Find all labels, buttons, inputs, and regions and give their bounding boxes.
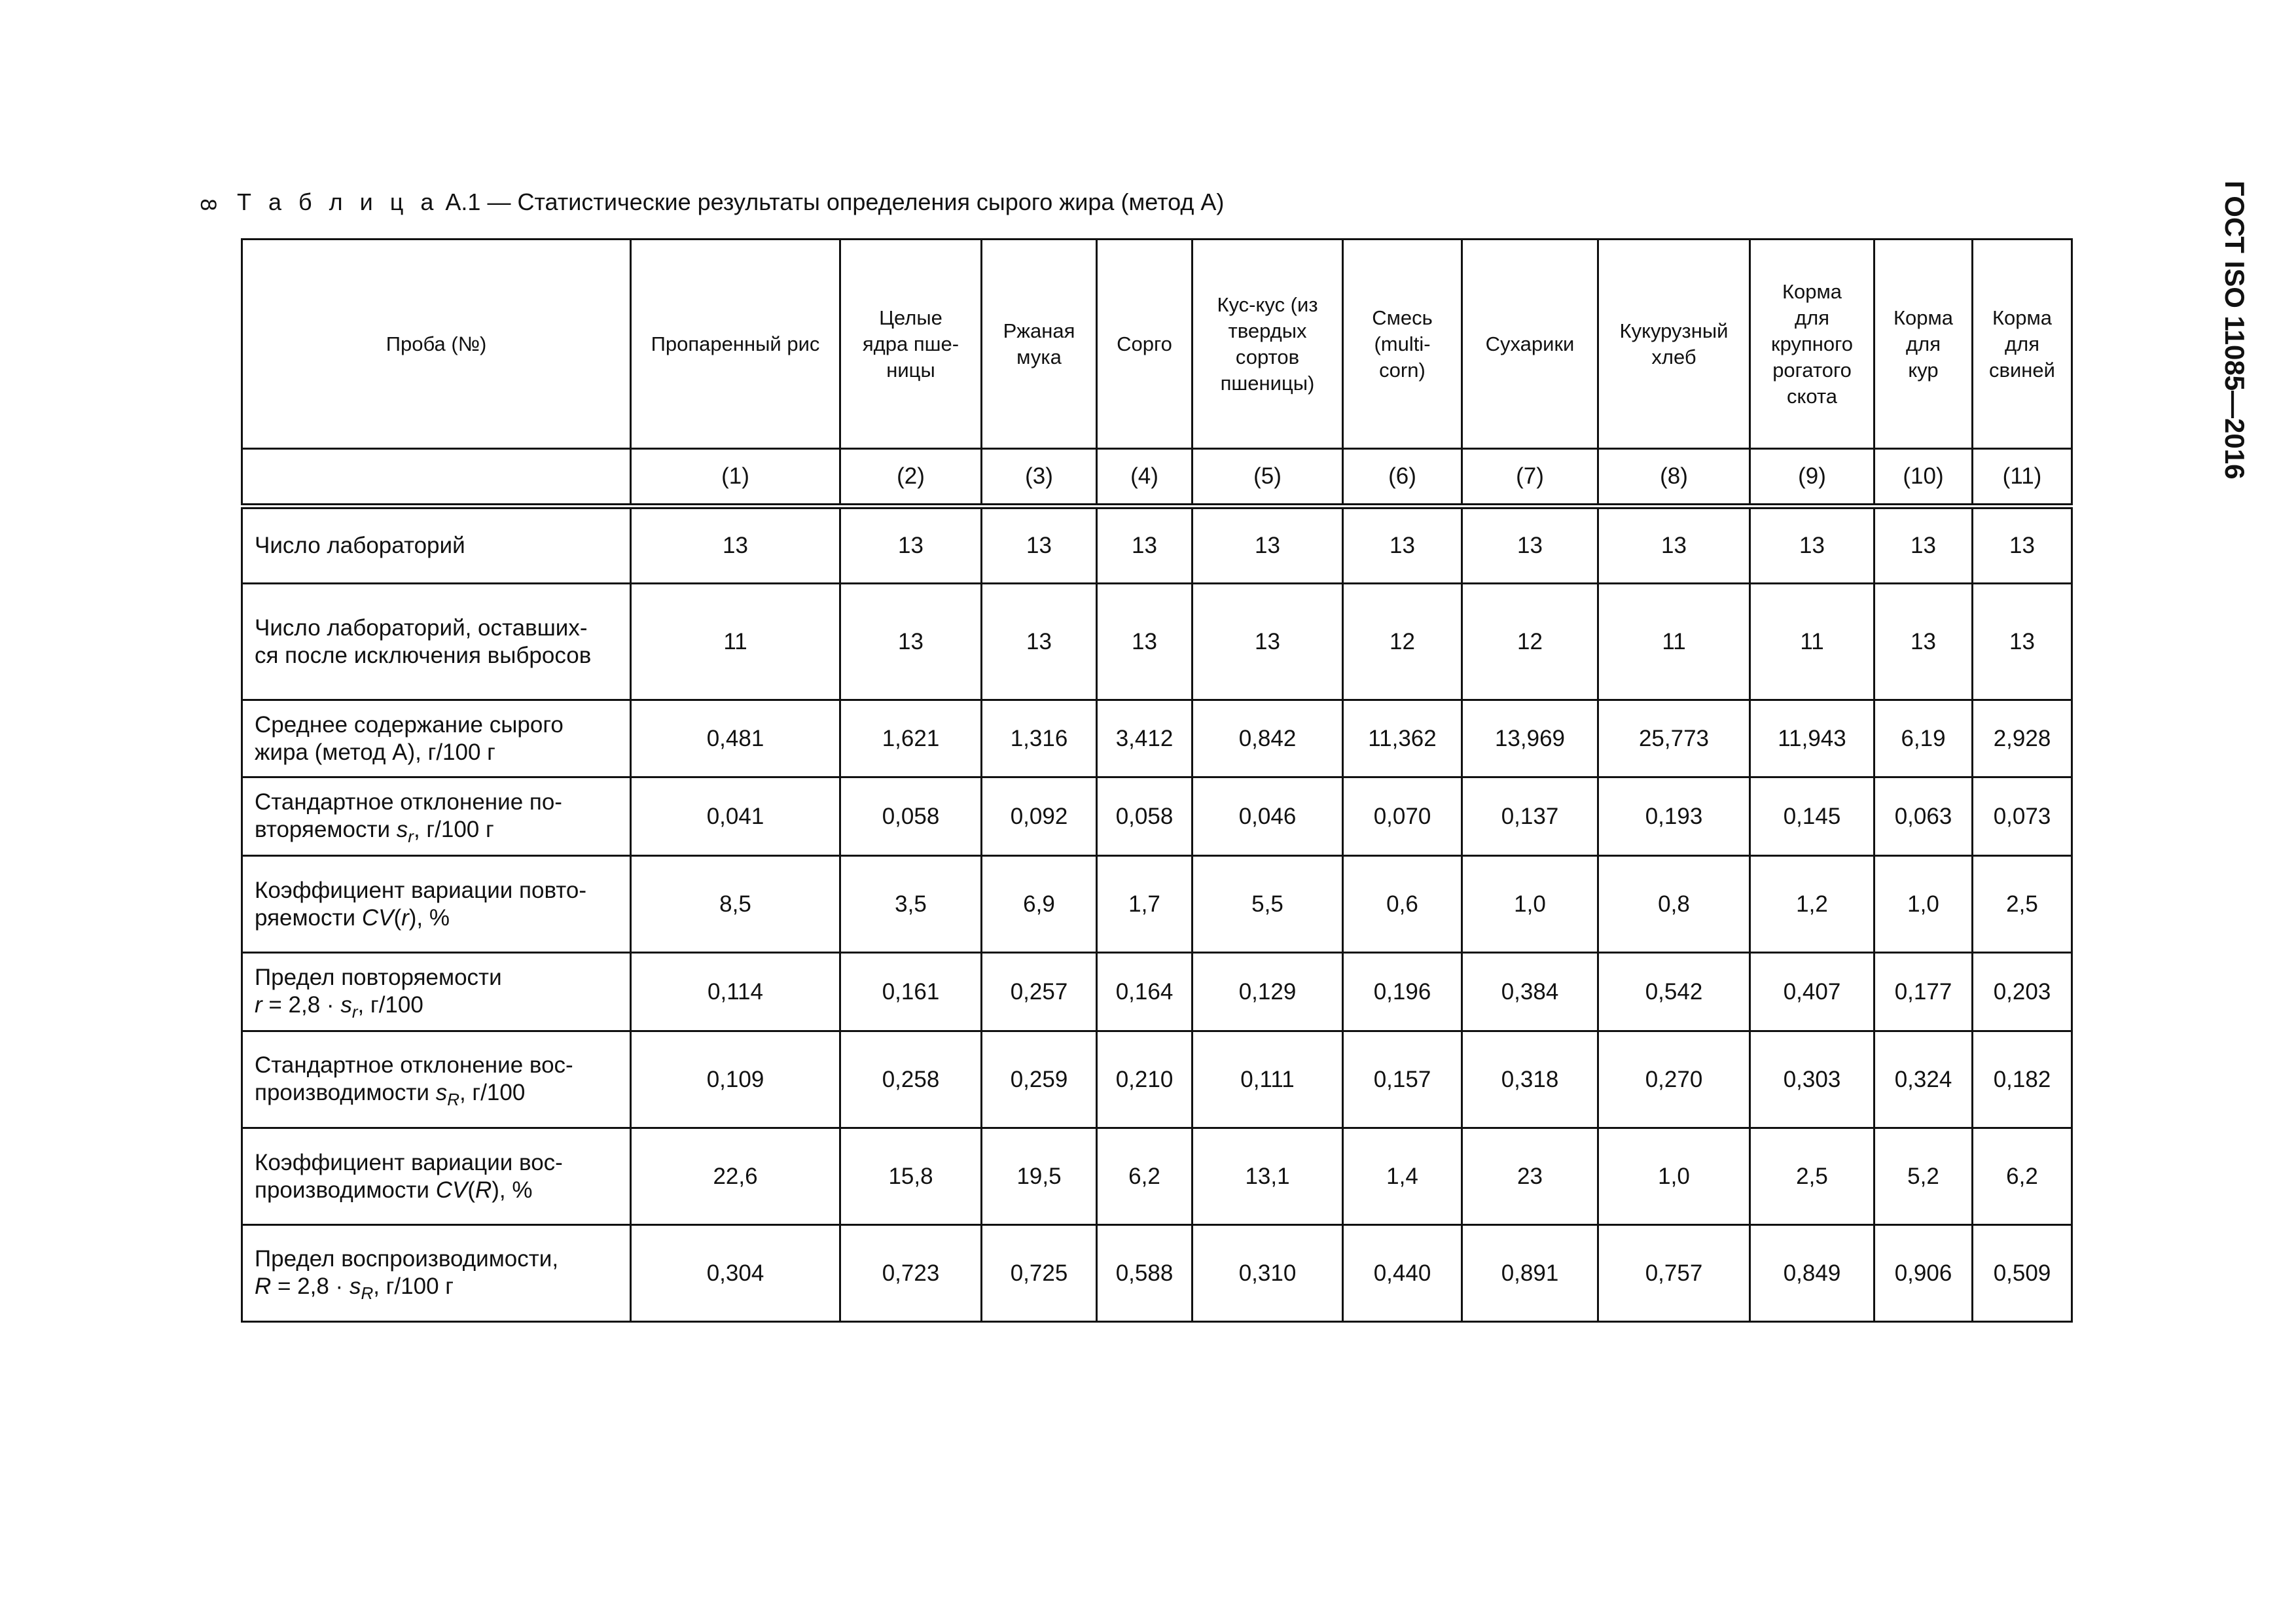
column-number: (11) [1973,449,2072,507]
column-number: (2) [840,449,982,507]
row-label-line: Предел повторяемости [255,964,502,990]
table-cell: 0,164 [1097,953,1193,1031]
table-cell: 13 [1973,507,2072,584]
table-cell: 0,303 [1750,1031,1874,1128]
table-cell: 0,723 [840,1225,982,1322]
row-label-subscript: R [361,1283,374,1303]
table-cell: 0,842 [1193,700,1343,777]
table-cell: 12 [1462,584,1598,700]
table-cell: 13 [1750,507,1874,584]
table-row [242,777,2072,856]
table-cell: 0,058 [1097,777,1193,856]
row-label-subscript: R [447,1089,459,1109]
table-cell: 11 [1598,584,1750,700]
table-cell: 0,891 [1462,1225,1598,1322]
table-row [242,1128,2072,1225]
table-cell: 1,7 [1097,856,1193,953]
column-number: (7) [1462,449,1598,507]
table-cell: 1,316 [982,700,1097,777]
column-number: (5) [1193,449,1343,507]
table-cell: 0,324 [1874,1031,1973,1128]
table-cell: 13 [1193,507,1343,584]
row-label-line: Среднее содержание сырого [255,711,564,738]
row-label-text: , г/100 г [373,1273,454,1299]
table-cell: 11,943 [1750,700,1874,777]
table-cell: 5,2 [1874,1128,1973,1225]
table-cell: 1,2 [1750,856,1874,953]
table-cell: 2,5 [1750,1128,1874,1225]
table-cell: 0,210 [1097,1031,1193,1128]
column-number: (4) [1097,449,1193,507]
row-label-text: , г/100 [459,1079,526,1105]
table-cell: 0,111 [1193,1031,1343,1128]
table-cell: 8,5 [631,856,840,953]
row-label-text: вторяемости [255,816,397,842]
column-header: Сухарики [1462,240,1598,449]
table-cell: 0,129 [1193,953,1343,1031]
table-cell: 6,19 [1874,700,1973,777]
table-cell: 13 [1097,584,1193,700]
table-cell: 0,114 [631,953,840,1031]
table-cell: 13 [631,507,840,584]
table-cell: 0,058 [840,777,982,856]
row-label-line: Коэффициент вариации вос- [255,1149,563,1175]
table-cell: 0,092 [982,777,1097,856]
row-label-text: ), % [408,904,450,931]
row-label-text: ряемости [255,904,362,931]
table-cell: 6,9 [982,856,1097,953]
table-row [242,1031,2072,1128]
table-title-prefix: Т а б л и ц а [237,188,439,215]
table-cell: 15,8 [840,1128,982,1225]
table-cell: 13 [1097,507,1193,584]
table-cell: 0,481 [631,700,840,777]
table-cell: 0,258 [840,1031,982,1128]
table-row [242,584,2072,700]
row-label-symbol: s [340,991,352,1018]
table-cell: 13 [1462,507,1598,584]
table-cell: 19,5 [982,1128,1097,1225]
table-cell: 0,177 [1874,953,1973,1031]
row-label-variable: r [255,991,262,1018]
row-label [242,856,631,953]
table-cell: 13 [840,584,982,700]
table-cell: 0,542 [1598,953,1750,1031]
column-header: Кус-кус (из твердых сортов пшеницы) [1193,240,1343,449]
table-title-text: А.1 — Статистические результаты определения сырого жира (метод А) [445,188,1225,215]
column-header: Ржаная мука [982,240,1097,449]
row-label-symbol: CV [435,1177,468,1203]
row-label-text: , г/100 г [413,816,494,842]
table-cell: 0,407 [1750,953,1874,1031]
row-label-symbol: s [435,1079,448,1105]
row-label-variable: R [475,1177,492,1203]
column-number: (1) [631,449,840,507]
row-label [242,1128,631,1225]
row-label-line: жира (метод А), г/100 г [255,739,495,765]
table-cell: 13,1 [1193,1128,1343,1225]
column-number: (9) [1750,449,1874,507]
row-label-symbol: s [396,816,408,842]
table-cell: 6,2 [1097,1128,1193,1225]
row-label [242,1031,631,1128]
table-cell: 0,304 [631,1225,840,1322]
column-header: Целые ядра пше- ницы [840,240,982,449]
table-cell: 0,109 [631,1031,840,1128]
table-cell: 1,0 [1598,1128,1750,1225]
table-cell: 0,6 [1343,856,1462,953]
table-cell: 0,757 [1598,1225,1750,1322]
table-cell: 0,182 [1973,1031,2072,1128]
table-cell: 0,073 [1973,777,2072,856]
table-cell: 0,270 [1598,1031,1750,1128]
table-cell: 0,046 [1193,777,1343,856]
table-cell: 13 [1973,584,2072,700]
row-label-line: Число лабораторий, оставших- [255,615,588,641]
row-label [242,1225,631,1322]
table-cell: 0,440 [1343,1225,1462,1322]
row-label-text: ( [393,904,402,931]
table-cell: 23 [1462,1128,1598,1225]
table-cell: 0,259 [982,1031,1097,1128]
table-cell: 1,4 [1343,1128,1462,1225]
table-title [237,188,1224,216]
table-cell: 13 [982,584,1097,700]
column-header: Сорго [1097,240,1193,449]
table-cell: 11 [631,584,840,700]
table-cell: 0,725 [982,1225,1097,1322]
table-cell: 13 [1193,584,1343,700]
table-row [242,1225,2072,1322]
row-label [242,777,631,856]
statistics-table [241,238,2073,1323]
table-cell: 0,257 [982,953,1097,1031]
row-label-text: ), % [492,1177,533,1203]
table-cell: 3,5 [840,856,982,953]
table-cell: 13 [1598,507,1750,584]
table-cell: 11,362 [1343,700,1462,777]
table-cell: 1,0 [1462,856,1598,953]
table-cell: 0,161 [840,953,982,1031]
table-cell: 11 [1750,584,1874,700]
column-header: Корма для крупного рогатого скота [1750,240,1874,449]
row-label-line: Предел воспроизводимости, [255,1245,559,1272]
row-label [242,700,631,777]
table-cell: 0,070 [1343,777,1462,856]
table-cell: 1,0 [1874,856,1973,953]
table-row [242,700,2072,777]
table-cell: 25,773 [1598,700,1750,777]
table-header-row [242,240,2072,449]
row-label-subscript: r [408,826,414,846]
table-cell: 13 [1874,507,1973,584]
table-cell: 12 [1343,584,1462,700]
row-label-text: ( [467,1177,475,1203]
table-cell: 0,137 [1462,777,1598,856]
table-cell: 0,203 [1973,953,2072,1031]
table-cell: 0,157 [1343,1031,1462,1128]
row-label-text: производимости [255,1079,436,1105]
row-label-text: производимости [255,1177,436,1203]
table-cell: 13 [1874,584,1973,700]
table-cell: 0,906 [1874,1225,1973,1322]
document-standard-header: ГОСТ ISO 11085—2016 [2219,181,2250,480]
row-label-text: , г/100 [357,991,423,1018]
column-number: (8) [1598,449,1750,507]
table-cell: 5,5 [1193,856,1343,953]
table-cell: 3,412 [1097,700,1193,777]
table-cell: 0,8 [1598,856,1750,953]
table-cell: 0,310 [1193,1225,1343,1322]
column-number-row [242,449,2072,507]
empty-cell [242,449,631,507]
column-header: Кукурузный хлеб [1598,240,1750,449]
table-cell: 13 [982,507,1097,584]
table-cell: 0,063 [1874,777,1973,856]
table-cell: 1,621 [840,700,982,777]
row-label-line: Стандартное отклонение по- [255,789,562,815]
table-cell: 0,193 [1598,777,1750,856]
row-label: Число лабораторий [242,507,631,584]
row-label-text: = 2,8 · [271,1273,350,1299]
table-cell: 2,928 [1973,700,2072,777]
column-header: Корма для кур [1874,240,1973,449]
row-label-symbol: CV [361,904,394,931]
table-row [242,856,2072,953]
table-row [242,953,2072,1031]
column-header: Смесь (multi- corn) [1343,240,1462,449]
row-label-text: = 2,8 · [262,991,341,1018]
table-cell: 13 [840,507,982,584]
table-cell: 0,196 [1343,953,1462,1031]
row-label [242,584,631,700]
table-cell: 13,969 [1462,700,1598,777]
row-label-line: Стандартное отклонение вос- [255,1052,573,1078]
table-cell: 2,5 [1973,856,2072,953]
table-cell: 6,2 [1973,1128,2072,1225]
table-cell: 0,318 [1462,1031,1598,1128]
row-label-line: ся после исключения выбросов [255,642,592,668]
row-label [242,953,631,1031]
row-label-variable: r [401,904,409,931]
row-label-variable: R [255,1273,272,1299]
table-cell: 22,6 [631,1128,840,1225]
row-label-line: Коэффициент вариации повто- [255,877,587,903]
column-number: (3) [982,449,1097,507]
table-cell: 0,849 [1750,1225,1874,1322]
table-cell: 0,145 [1750,777,1874,856]
table-cell: 0,588 [1097,1225,1193,1322]
row-label-subscript: r [351,1001,358,1022]
table-cell: 0,509 [1973,1225,2072,1322]
column-number: (10) [1874,449,1973,507]
column-header: Пропаренный рис [631,240,840,449]
table-cell: 13 [1343,507,1462,584]
table-cell: 0,384 [1462,953,1598,1031]
table-cell: 0,041 [631,777,840,856]
column-number: (6) [1343,449,1462,507]
page-number: 8 [196,198,221,211]
table-row [242,507,2072,584]
row-label-symbol: s [349,1273,361,1299]
corner-header-cell: Проба (№) [242,240,631,449]
column-header: Корма для свиней [1973,240,2072,449]
